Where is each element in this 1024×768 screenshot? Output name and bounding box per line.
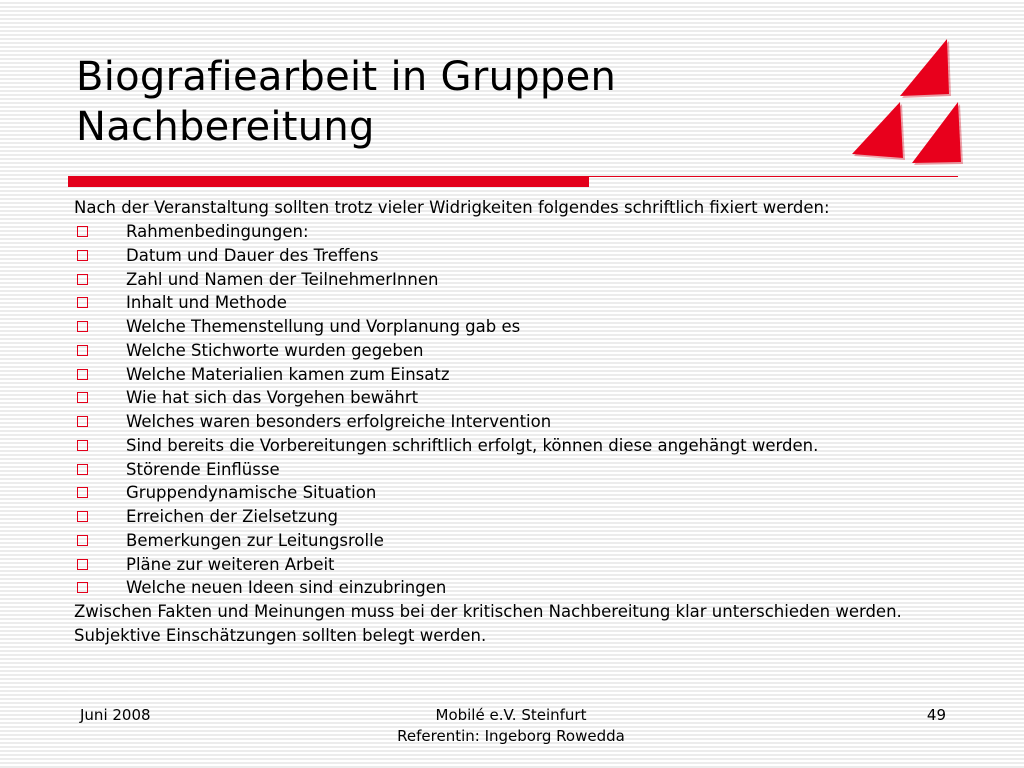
closing-paragraph: Zwischen Fakten und Meinungen muss bei der kritischen Nachbereitung klar unterschieden werden. Subjektive Einschätzungen sollten belegt werden. [74,602,902,645]
hollow-square-bullet-icon [77,274,88,285]
list-item-text: Welche Stichworte wurden gegeben [126,340,424,360]
page-number: 49 [926,706,946,724]
list-item [74,505,944,529]
red-triangles-logo [846,36,968,166]
list-item-text: Sind bereits die Vorbereitungen schriftlich erfolgt, können diese angehängt werden. [126,435,819,455]
footer-organization: Mobilé e.V. Steinfurt [435,706,587,724]
list-item-text: Bemerkungen zur Leitungsrolle [126,530,384,550]
slide-title [76,52,616,152]
hollow-square-bullet-icon [77,416,88,427]
hollow-square-bullet-icon [77,321,88,332]
footer-date: Juni 2008 [80,706,151,724]
list-item-text: Zahl und Namen der TeilnehmerInnen [126,269,439,289]
hollow-square-bullet-icon [77,369,88,380]
slide-title-line2: Nachbereitung [76,104,375,150]
list-item [74,268,944,292]
list-item [74,315,944,339]
hollow-square-bullet-icon [77,464,88,475]
list-item-text: Inhalt und Methode [126,293,287,313]
hollow-square-bullet-icon [77,487,88,498]
slide-title-line1: Biografiearbeit in Gruppen [76,54,617,100]
list-item-text: Gruppendynamische Situation [126,483,377,503]
hollow-square-bullet-icon [77,226,88,237]
list-item [74,386,944,410]
footer-credits [361,705,661,747]
list-item-text: Datum und Dauer des Treffens [126,245,379,265]
list-item [74,363,944,387]
intro-paragraph: Nach der Veranstaltung sollten trotz vieler Widrigkeiten folgendes schriftlich fixiert werden: [74,198,830,217]
list-item [74,458,944,482]
title-underline-thin [589,176,958,177]
list-item [74,434,944,458]
footer-divider [68,690,957,692]
footer-speaker: Referentin: Ingeborg Rowedda [397,727,625,745]
list-item-text: Welche Materialien kamen zum Einsatz [126,364,450,384]
list-item-text: Welches waren besonders erfolgreiche Intervention [126,412,552,431]
hollow-square-bullet-icon [77,440,88,451]
hollow-square-bullet-icon [77,535,88,546]
list-item-text: Welche neuen Ideen sind einzubringen [126,578,447,598]
list-item [74,576,944,600]
list-item [74,244,944,268]
hollow-square-bullet-icon [77,559,88,570]
slide-body [74,199,944,648]
hollow-square-bullet-icon [77,582,88,593]
list-item [74,481,944,505]
list-item [74,529,944,553]
list-item [74,553,944,577]
list-item-text: Welche Themenstellung und Vorplanung gab es [126,317,521,336]
list-item [74,410,944,434]
list-item-text: Erreichen der Zielsetzung [126,507,339,526]
hollow-square-bullet-icon [77,511,88,522]
list-item [74,291,944,315]
list-item [74,220,944,244]
title-underline-thick [68,176,589,187]
hollow-square-bullet-icon [77,345,88,356]
list-item-text: Wie hat sich das Vorgehen bewährt [126,388,419,408]
list-item [74,339,944,363]
checklist [74,220,944,600]
hollow-square-bullet-icon [77,392,88,403]
hollow-square-bullet-icon [77,297,88,308]
list-item-text: Rahmenbedingungen: [126,222,309,241]
list-item-text: Störende Einflüsse [126,459,280,479]
list-item-text: Pläne zur weiteren Arbeit [126,554,335,574]
hollow-square-bullet-icon [77,250,88,261]
